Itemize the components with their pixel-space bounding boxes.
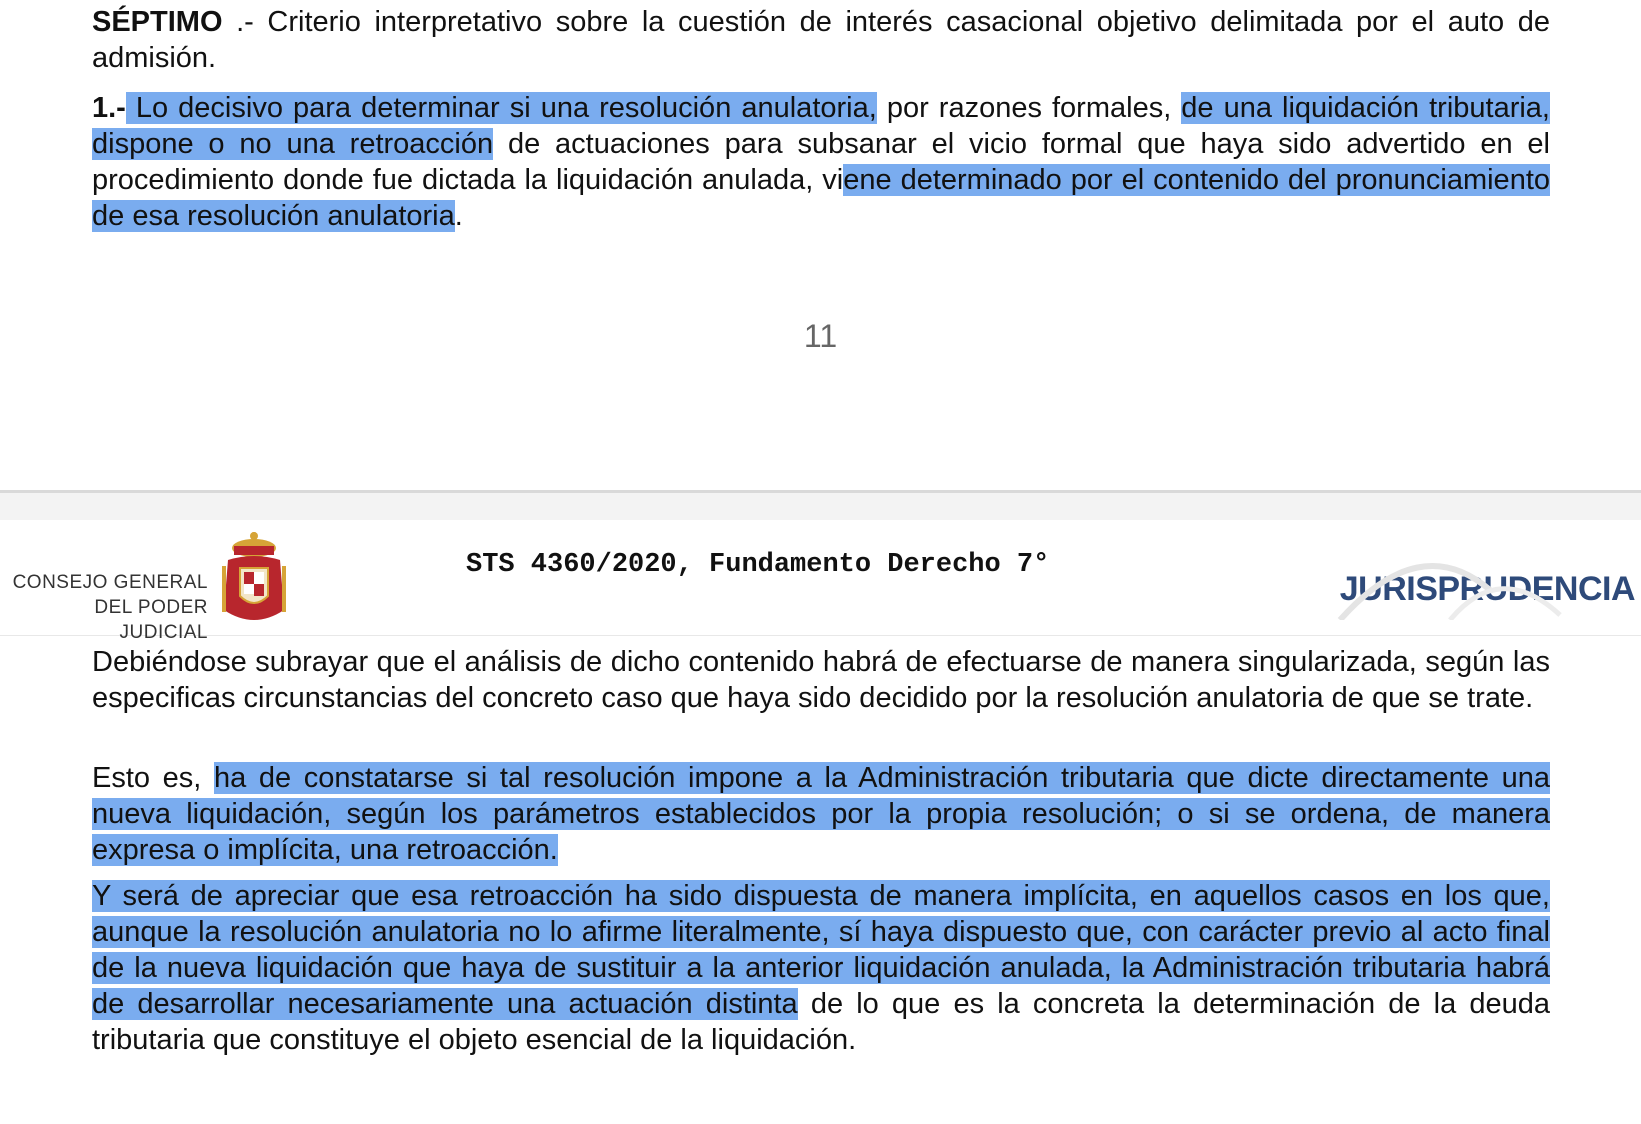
document-page-11 <box>0 0 1641 490</box>
text-segment: por razones formales, <box>876 92 1182 124</box>
paragraph-1[interactable] <box>92 90 1550 234</box>
highlight-segment: Lo decisivo para determinar si una resolución anulatoria, <box>125 92 877 124</box>
org-line-1: CONSEJO GENERAL <box>12 572 208 593</box>
text-segment: de actuaciones para subsanar el vicio formal que haya sido advertido en el procedimiento donde fue dictada la liquidación anulada, vi <box>92 128 1550 196</box>
highlight-segment: ene determinado por el contenido del pronunciamiento de esa resolución anulatoria <box>92 164 1551 232</box>
highlight-segment: Y será de apreciar que esa retroacción ha sido dispuesta de manera implícita, en aquellos casos en los que, aunque la resolución anulatoria no lo afirme literalmente, sí haya dispuesto que, con carácter previo al acto final de la nueva liquidación que haya de sustituir a la anterior liquidación anulada, la Administración tributaria habrá de desarrollar necesariamente una actuación distinta <box>92 880 1550 1020</box>
paragraph-2[interactable]: Debiéndose subrayar que el análisis de dicho contenido habrá de efectuarse de manera singularizada, según las especificas circunstancias del concreto caso que haya sido decidido por la resolución anulatoria de que se trate. <box>92 646 1550 714</box>
org-line-2: DEL PODER JUDICIAL <box>94 597 208 643</box>
highlight-segment: de una liquidación tributaria, dispone o no una retroacción <box>92 92 1550 160</box>
text-segment: Esto es, <box>92 762 214 794</box>
highlight-segment: ha de constatarse si tal resolución impone a la Administración tributaria que dicte directamente una nueva liquidación, según los parámetros establecidos por la propia resolución; o si se ordena, de manera expresa o implícita, una retroacción. <box>92 762 1551 866</box>
paragraph-4[interactable] <box>92 878 1550 1058</box>
septimo-label: SÉPTIMO <box>92 6 223 38</box>
watermark-icon <box>1300 520 1600 620</box>
paragraph-3[interactable] <box>92 760 1550 868</box>
paragraph-1-number: 1.- <box>92 92 126 124</box>
crest-icon <box>218 530 290 632</box>
document-reference: STS 4360/2020, Fundamento Derecho 7° <box>466 550 1050 580</box>
section-title: JURISPRUDENCIA <box>1339 570 1635 608</box>
septimo-text: .- Criterio interpretativo sobre la cuestión de interés casacional objetivo delimitada por el auto de admisión. <box>92 6 1550 74</box>
page-number: 11 <box>803 318 838 354</box>
text-segment: de lo que es la concreta la determinación de la deuda tributaria que constituye el objeto esencial de la liquidación. <box>92 988 1551 1056</box>
cgpj-logo-text <box>6 570 208 645</box>
page-separator <box>0 490 1641 520</box>
text-segment: . <box>454 200 463 232</box>
septimo-heading-paragraph <box>92 4 1550 76</box>
